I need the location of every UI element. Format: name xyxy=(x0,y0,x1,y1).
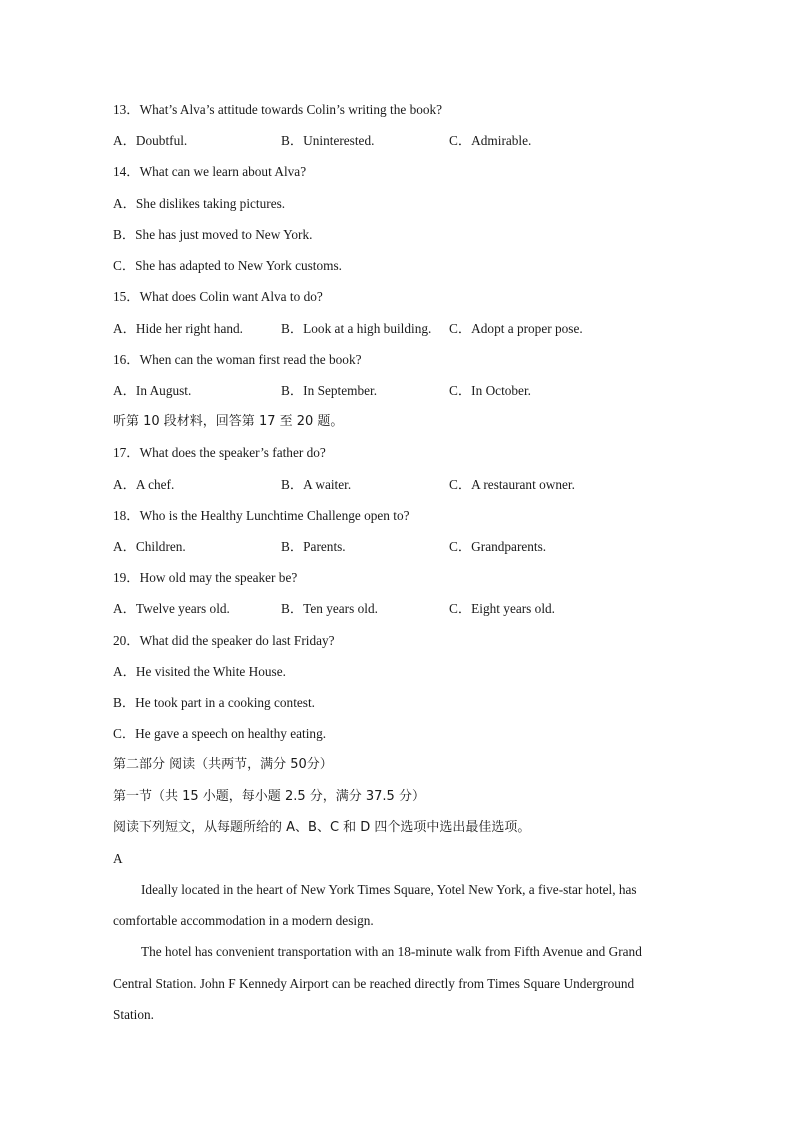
q18-option-c: C．Grandparents. xyxy=(449,539,547,554)
question-15: 15．What does Colin want Alva to do? xyxy=(113,289,323,304)
question-17: 17．What does the speaker’s father do? xyxy=(113,445,326,460)
passage-paragraph-2-line-2: Central Station. John F Kennedy Airport can be reached directly from Times Square Underground xyxy=(113,976,635,991)
passage-paragraph-2-line-3: Station. xyxy=(113,1007,155,1022)
q20-option-c: C．He gave a speech on healthy eating. xyxy=(113,726,327,741)
q14-option-c: C．She has adapted to New York customs. xyxy=(113,258,342,273)
q16-option-a: A．In August. xyxy=(113,383,192,398)
q18-option-a: A．Children. xyxy=(113,539,186,554)
q19-option-b: B．Ten years old. xyxy=(281,601,378,616)
instruction-passage-10: 听第 10 段材料，回答第 17 至 20 题。 xyxy=(113,414,344,429)
passage-paragraph-1-line-2: comfortable accommodation in a modern design. xyxy=(113,913,374,928)
q19-option-a: A．Twelve years old. xyxy=(113,601,230,616)
q17-option-b: B．A waiter. xyxy=(281,477,352,492)
q18-option-b: B．Parents. xyxy=(281,539,346,554)
question-20: 20．What did the speaker do last Friday? xyxy=(113,633,335,648)
q17-option-c: C．A restaurant owner. xyxy=(449,477,575,492)
section-1-title: 第一节（共 15 小题，每小题 2.5 分，满分 37.5 分） xyxy=(113,789,425,804)
question-19: 19．How old may the speaker be? xyxy=(113,570,298,585)
question-18: 18．Who is the Healthy Lunchtime Challenge open to? xyxy=(113,508,410,523)
part-2-title: 第二部分 阅读（共两节，满分 50分） xyxy=(113,757,333,772)
q15-option-b: B．Look at a high building. xyxy=(281,321,432,336)
q19-option-c: C．Eight years old. xyxy=(449,601,555,616)
q13-option-a: A．Doubtful. xyxy=(113,133,188,148)
question-13: 13．What’s Alva’s attitude towards Colin’s writing the book? xyxy=(113,102,443,117)
q20-option-b: B．He took part in a cooking contest. xyxy=(113,695,315,710)
q13-option-b: B．Uninterested. xyxy=(281,133,375,148)
passage-paragraph-2-line-1: The hotel has convenient transportation with an 18-minute walk from Fifth Avenue and Grand xyxy=(141,944,642,959)
q17-option-a: A．A chef. xyxy=(113,477,175,492)
passage-label: A xyxy=(113,851,123,866)
q14-option-b: B．She has just moved to New York. xyxy=(113,227,313,242)
q15-option-a: A．Hide her right hand. xyxy=(113,321,243,336)
q14-option-a: A．She dislikes taking pictures. xyxy=(113,196,286,211)
question-14: 14．What can we learn about Alva? xyxy=(113,164,307,179)
q15-option-c: C．Adopt a proper pose. xyxy=(449,321,583,336)
passage-paragraph-1-line-1: Ideally located in the heart of New York Times Square, Yotel New York, a five-star hotel, has xyxy=(141,882,637,897)
q16-option-c: C．In October. xyxy=(449,383,531,398)
q16-option-b: B．In September. xyxy=(281,383,378,398)
q13-option-c: C．Admirable. xyxy=(449,133,532,148)
section-1-instruction: 阅读下列短文，从每题所给的 A、B、C 和 D 四个选项中选出最佳选项。 xyxy=(113,820,531,835)
question-16: 16．When can the woman first read the book? xyxy=(113,352,362,367)
q20-option-a: A．He visited the White House. xyxy=(113,664,286,679)
